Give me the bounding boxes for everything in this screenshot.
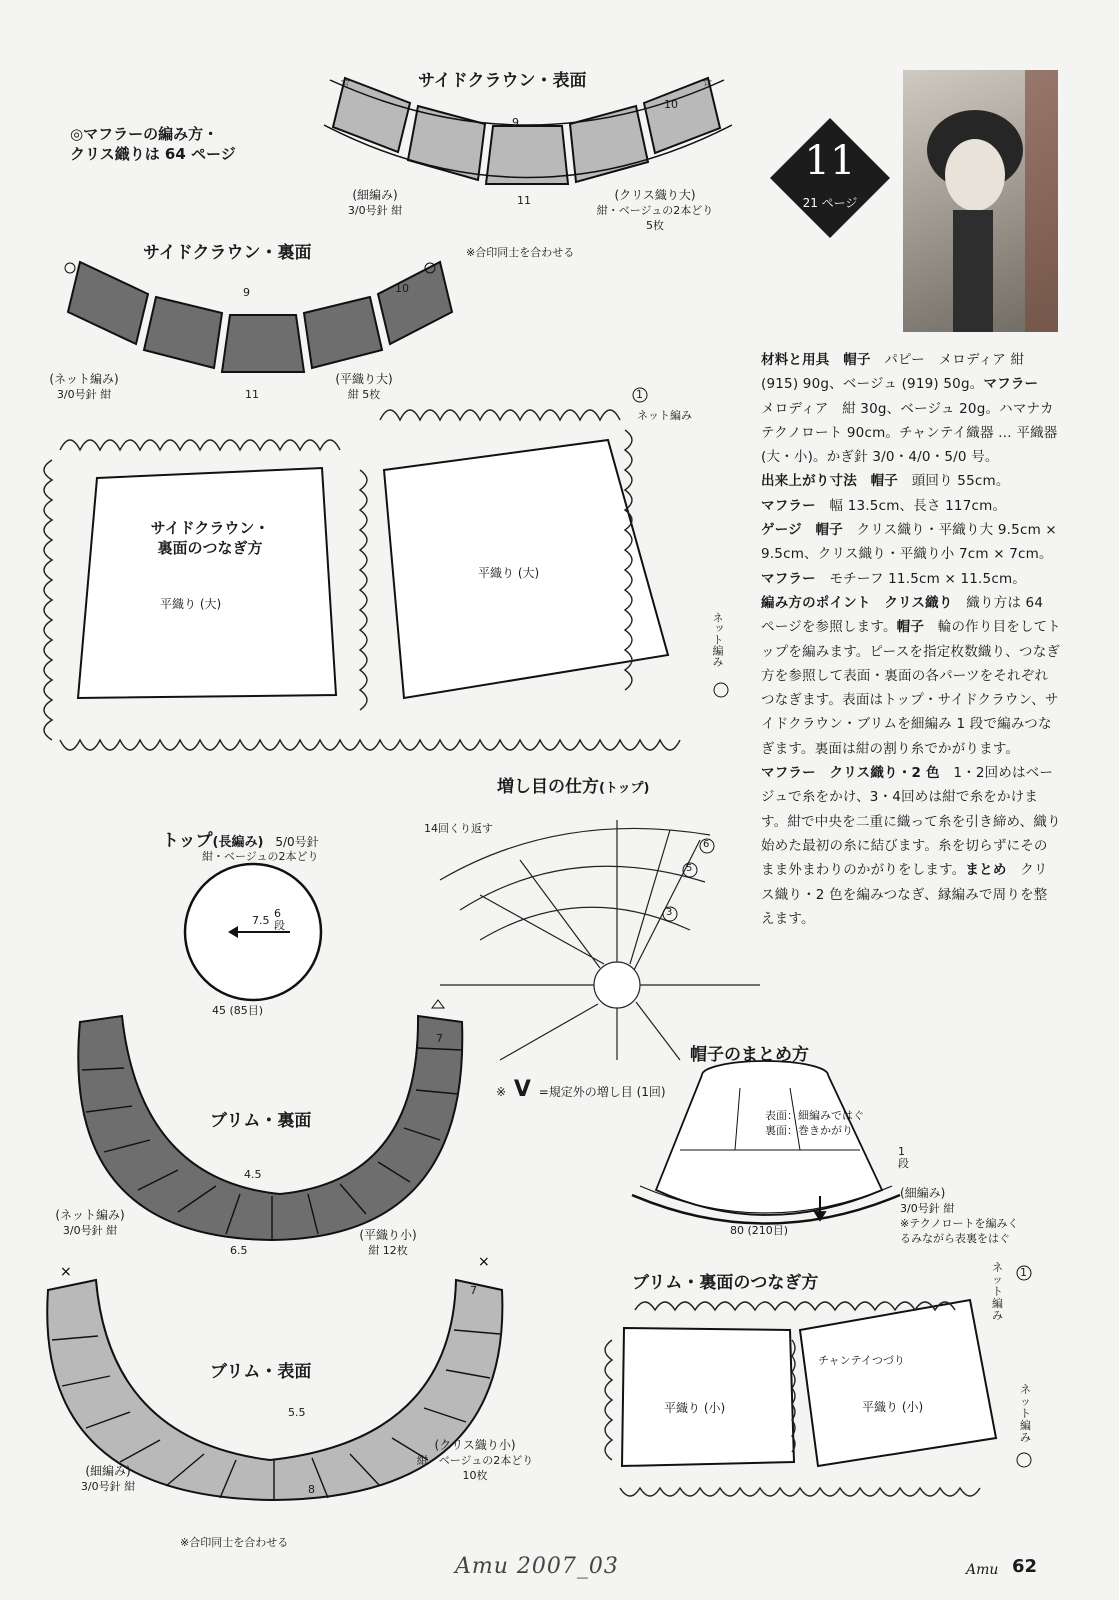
- brim-joining-title: ブリム・裏面のつなぎ方: [632, 1273, 819, 1293]
- label-note: るみながら表裏をはぐ: [900, 1232, 1010, 1245]
- side-crown-front-left-label: [330, 188, 420, 218]
- hat-assembly-title: 帽子のまとめ方: [690, 1045, 809, 1065]
- brim-back-left-label: [40, 1208, 140, 1238]
- label-text: (平織り小): [359, 1228, 417, 1242]
- materials-muffler-body: メロディア 紺 30g、ベージュ 20g。ハマナカテクノロート 90cm。チャンテイ織器 … 平織器 (大・小)。かぎ針 3/0・4/0・5/0 号。: [761, 400, 1058, 466]
- instructions-text: [761, 348, 1061, 931]
- side-crown-back-left-label: [36, 372, 132, 402]
- crown-joining-title: [120, 518, 300, 558]
- hat-assembly-diagram: [632, 1061, 900, 1224]
- star-mark-icon: ☆: [340, 75, 351, 89]
- materials-muffler: マフラー: [983, 376, 1039, 393]
- net-label: ネット編み: [637, 409, 692, 422]
- brim-joining-chart: [605, 1300, 996, 1496]
- net-label-vertical: ネット編み: [1020, 1383, 1031, 1444]
- watermark: Amu 2007_03: [455, 1554, 619, 1579]
- row-marker: 5: [686, 863, 693, 874]
- size-muffler-body: 幅 13.5cm、長さ 117cm。: [829, 497, 1007, 514]
- footer-brand: Amu: [966, 1562, 999, 1578]
- plain-weave-small-panel: [622, 1328, 794, 1466]
- title-text: トップ: [162, 831, 213, 851]
- gauge-hat-body: クリス織り・平織り大 9.5cm × 9.5cm、クリス織り・平織り小 7cm × 7cm。: [761, 522, 1057, 563]
- brim-back-title: ブリム・裏面: [210, 1111, 312, 1131]
- label-text: (細編み): [352, 188, 398, 202]
- net-label-vertical: ネット編み: [711, 612, 724, 667]
- panel-label: 平織り (小): [664, 1401, 726, 1415]
- marker-label: 1: [636, 388, 643, 401]
- row-marker: 6: [703, 839, 710, 850]
- side-crown-back-piece: [378, 262, 452, 344]
- dim-label: 4.5: [244, 1168, 262, 1181]
- label-sub: 3/0号針 紺: [900, 1202, 955, 1215]
- dim-label: 10: [395, 282, 409, 295]
- cross-mark-icon: ×: [478, 1254, 490, 1270]
- increase-chart: [440, 820, 760, 1060]
- materials-hat-body: パピー メロディア 紺 (915) 90g、ベージュ (919) 50g。: [761, 352, 1025, 393]
- side-crown-back-title: サイドクラウン・裏面: [143, 243, 312, 263]
- top-circle-diagram: [185, 864, 321, 1000]
- gauge-head: ゲージ: [761, 522, 802, 539]
- label-sub: 10枚: [462, 1469, 488, 1482]
- gauge-hat: 帽子: [815, 522, 843, 539]
- title-sub: (長編み): [212, 835, 264, 850]
- dim-label: 8: [308, 1483, 315, 1496]
- materials-hat: 帽子: [843, 352, 871, 368]
- star-mark-icon: ☆: [702, 75, 713, 89]
- points-muffler-kris: クリス織り・2 色: [829, 765, 940, 782]
- label-sub: 3/0号針 紺: [56, 388, 112, 401]
- finish-body: クリス織り・2 色を編みつなぎ、縁編みで周りを整えます。: [761, 862, 1048, 927]
- materials-head: 材料と用具: [761, 352, 830, 368]
- dim-label: 9: [512, 116, 519, 129]
- muffler-note: [70, 124, 236, 164]
- crown-joining-chart: [44, 410, 680, 750]
- dim-label: 5.5: [288, 1406, 306, 1419]
- match-mark-icon: [65, 263, 75, 273]
- size-hat: 帽子: [870, 473, 899, 490]
- dim-label: 6.5: [230, 1244, 248, 1257]
- marker-label: 1: [1020, 1266, 1027, 1279]
- plain-weave-small-panel: [800, 1300, 996, 1466]
- muffler-note-line1: ◎マフラーの編み方・: [70, 125, 219, 143]
- side-crown-front-piece: [644, 78, 720, 153]
- gauge-muffler-body: モチーフ 11.5cm × 11.5cm。: [829, 570, 1026, 587]
- side-crown-back-piece: [304, 297, 382, 368]
- increase-title: [497, 772, 650, 797]
- side-crown-front-piece: [486, 126, 568, 184]
- page-number: 62: [1012, 1556, 1038, 1577]
- label-sub: 紺・ベージュの2本どり: [416, 1454, 534, 1467]
- top-radius: 7.5: [252, 914, 270, 927]
- side-crown-front-right-label: [585, 188, 725, 233]
- dim-label: 7: [470, 1284, 477, 1297]
- label-text: (平織り大): [335, 372, 393, 386]
- panel-label: 平織り (大): [478, 566, 540, 580]
- size-muffler: マフラー: [761, 497, 816, 514]
- side-crown-back-right-label: [322, 372, 406, 402]
- title-text: 増し目の仕方: [497, 777, 599, 797]
- label-note: ※テクノロートを編みく: [900, 1217, 1019, 1230]
- brim-front-left-label: [60, 1464, 156, 1494]
- dim-label: 11: [517, 194, 531, 207]
- increase-legend: [496, 1077, 666, 1102]
- label-sub: 3/0号針 紺: [62, 1224, 118, 1237]
- plain-weave-large-panel: [78, 468, 336, 698]
- side-crown-front-piece: [333, 78, 410, 152]
- model-photo: [903, 70, 1058, 332]
- cross-mark-icon: ×: [60, 1264, 72, 1280]
- repeat-label: 14回くり返す: [424, 822, 493, 835]
- label-sub: 紺 5枚: [347, 388, 381, 401]
- side-crown-back-diagram: [68, 262, 452, 372]
- side-crown-back-piece: [68, 262, 148, 344]
- badge-number: 11: [804, 138, 856, 184]
- side-crown-back-piece: [222, 315, 304, 372]
- label-text: (ネット編み): [55, 1208, 125, 1222]
- label-sub: 紺 12枚: [368, 1244, 408, 1257]
- points-kris: クリス織り: [884, 594, 953, 611]
- label-text: (クリス織り大): [614, 188, 696, 202]
- assembly-rows: 1段: [898, 1145, 909, 1170]
- brim-front-title: ブリム・表面: [210, 1362, 312, 1382]
- label-text: (細編み): [85, 1464, 131, 1478]
- assembly-circumference: 80 (210目): [730, 1224, 789, 1237]
- points-muffler-body: 1・2回めはベージュで糸をかけ、3・4回めは紺で糸をかけます。紺で中央を二重に織って糸を引き締め、織り始めた最初の糸に結びます。糸を切らずにそのまま外まわりのかがりをします。: [761, 765, 1061, 879]
- label-sub: 5枚: [646, 219, 664, 232]
- connector-label: チャンテイつづり: [818, 1354, 905, 1367]
- front-note: 表面：細編みではぐ: [765, 1109, 864, 1122]
- net-label-vertical: ネット編み: [992, 1261, 1003, 1322]
- note-mark: ※: [496, 1085, 507, 1099]
- match-note: ※合印同士を合わせる: [180, 1536, 289, 1549]
- panel-label: 平織り (大): [160, 597, 222, 611]
- top-rows: 6段: [274, 907, 285, 932]
- label-sub: 3/0号針 紺: [80, 1480, 136, 1493]
- title-sub: (トップ): [599, 781, 650, 796]
- dim-label: 7: [436, 1032, 443, 1045]
- points-hat: 帽子: [896, 619, 925, 636]
- dim-label: 9: [243, 286, 250, 299]
- back-note: 裏面：巻きかがり: [765, 1124, 853, 1137]
- points-kris-body: 織り方は 64 ページを参照します。: [761, 594, 1044, 636]
- title-line: サイドクラウン・: [150, 519, 270, 537]
- top-yarn: 紺・ベージュの2本どり: [202, 850, 319, 863]
- gauge-muffler: マフラー: [761, 570, 816, 587]
- brim-back-right-label: [348, 1228, 428, 1258]
- label-text: (細編み): [900, 1186, 946, 1200]
- row-marker: 3: [666, 907, 673, 918]
- points-muffler: マフラー: [761, 765, 816, 782]
- match-note: ※合印同士を合わせる: [466, 246, 575, 259]
- muffler-note-line2: クリス織りは 64 ページ: [70, 145, 236, 163]
- points-hat-body: 輪の作り目をしてトップを編みます。ピースを指定枚数織り、つなぎ方を参照して表面・裏面の各パーツをそれぞれつなぎます。表面はトップ・サイドクラウン、サイドクラウン・ブリムを細編み 1 段で編みつなぎます。裏面は紺の割り糸でかがります。: [761, 619, 1061, 757]
- badge-page: 21 ページ: [802, 196, 858, 210]
- title-line: 裏面のつなぎ方: [157, 539, 263, 557]
- label-sub: 紺・ベージュの2本どり: [596, 204, 714, 217]
- side-crown-back-piece: [144, 297, 222, 368]
- note-text: =規定外の増し目 (1回): [538, 1085, 666, 1099]
- side-crown-front-diagram: [324, 78, 732, 184]
- side-crown-front-title: サイドクラウン・表面: [418, 71, 587, 91]
- size-head: 出来上がり寸法: [761, 473, 857, 490]
- size-hat-body: 頭回り 55cm。: [911, 473, 1010, 490]
- assembly-edge-label: [900, 1186, 1090, 1246]
- needle-label: 5/0号針: [275, 835, 319, 849]
- finish-head: まとめ: [965, 862, 1007, 879]
- label-text: (ネット編み): [49, 372, 119, 386]
- top-circumference: 45 (85目): [212, 1004, 264, 1017]
- dim-label: 10: [664, 98, 678, 111]
- dim-label: 11: [245, 388, 259, 401]
- assembly-notes: [765, 1108, 864, 1138]
- label-text: (クリス織り小): [434, 1438, 516, 1452]
- panel-label: 平織り (小): [862, 1400, 924, 1414]
- label-sub: 3/0号針 紺: [347, 204, 403, 217]
- increase-v-icon: V: [513, 1077, 531, 1102]
- points-head: 編み方のポイント: [761, 594, 871, 611]
- brim-front-right-label: [410, 1438, 540, 1483]
